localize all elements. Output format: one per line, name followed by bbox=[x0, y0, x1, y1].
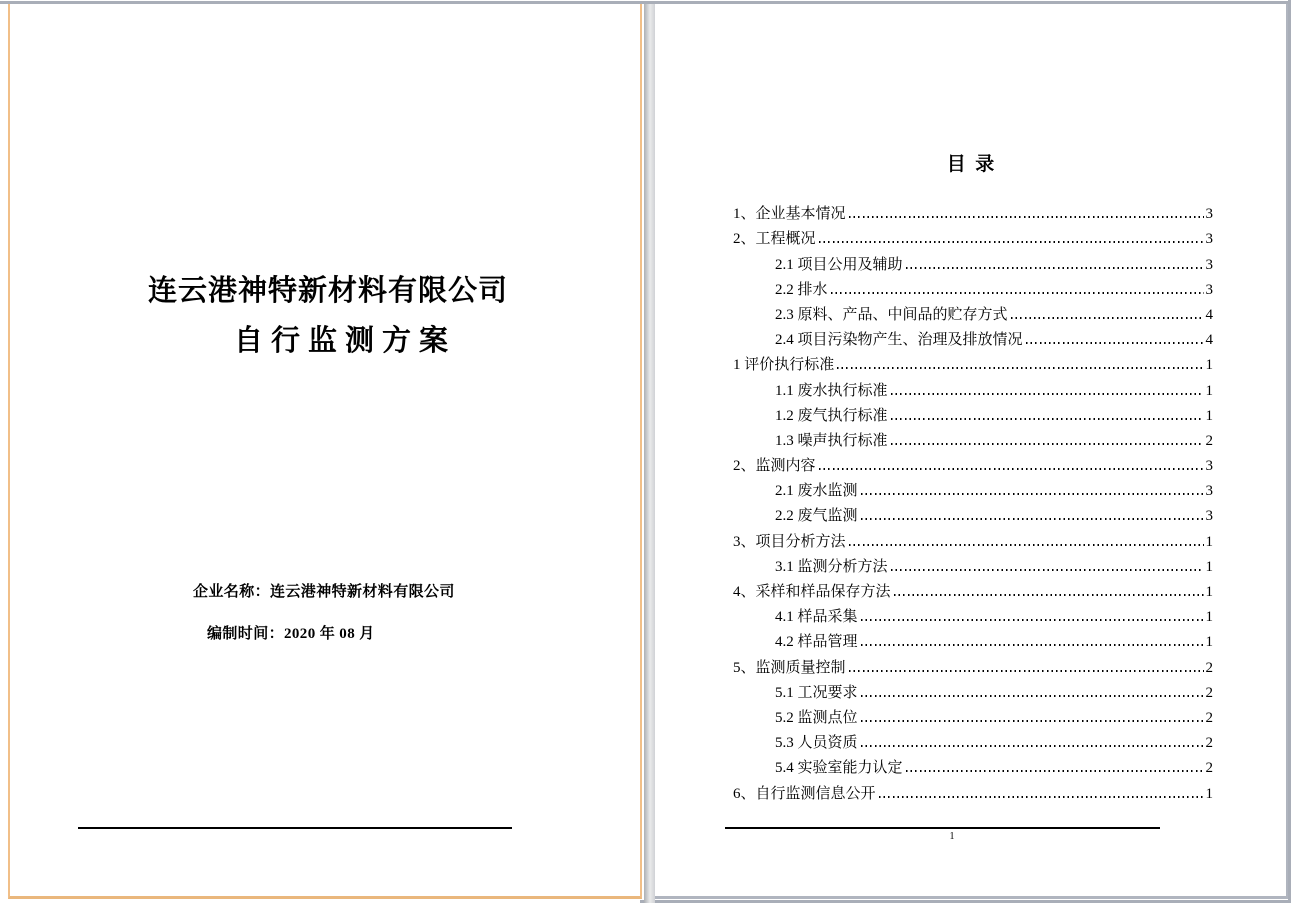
toc-entry-page-number: 1 bbox=[1205, 584, 1213, 600]
toc-entry-label: 2.3 原料、产品、中间品的贮存方式 bbox=[775, 306, 1008, 323]
toc-entry-page-number: 2 bbox=[1205, 432, 1213, 449]
toc-entry[interactable] bbox=[733, 302, 1213, 327]
toc-entry-label: 1、企业基本情况 bbox=[733, 206, 846, 223]
dot-leader bbox=[906, 267, 1204, 269]
dot-leader bbox=[849, 216, 1204, 218]
company-name-line: 企业名称：连云港神特新材料有限公司 bbox=[193, 584, 455, 600]
toc-entry-label: 2.2 排水 bbox=[775, 281, 828, 298]
toc-entry[interactable] bbox=[733, 705, 1213, 730]
footer-rule bbox=[725, 827, 1160, 829]
toc-entry[interactable] bbox=[733, 629, 1213, 654]
toc-entry[interactable] bbox=[733, 654, 1213, 679]
toc-entry-label: 5.2 监测点位 bbox=[775, 709, 858, 726]
toc-entry[interactable] bbox=[733, 226, 1213, 251]
dot-leader bbox=[891, 569, 1204, 571]
toc-entry-label: 5.3 人员资质 bbox=[775, 735, 858, 752]
toc-entry-page-number: 2 bbox=[1205, 760, 1213, 777]
page-gap bbox=[644, 4, 655, 903]
toc-entry-label: 6、自行监测信息公开 bbox=[733, 785, 876, 802]
toc-entry[interactable] bbox=[733, 277, 1213, 302]
dot-leader bbox=[1026, 342, 1204, 344]
dot-leader bbox=[861, 745, 1204, 747]
toc-entry[interactable] bbox=[733, 201, 1213, 226]
dot-leader bbox=[819, 468, 1204, 470]
toc-entry-page-number: 3 bbox=[1205, 206, 1213, 223]
toc-entry[interactable] bbox=[733, 528, 1213, 553]
dot-leader bbox=[879, 796, 1204, 798]
toc-list bbox=[733, 201, 1213, 806]
toc-entry-label: 2.2 废气监测 bbox=[775, 508, 858, 525]
toc-entry-page-number: 4 bbox=[1205, 306, 1213, 323]
toc-entry-page-number: 4 bbox=[1205, 332, 1213, 349]
toc-entry-label: 4.1 样品采集 bbox=[775, 609, 858, 626]
toc-entry-page-number: 3 bbox=[1205, 483, 1213, 500]
toc-heading: 目 录 bbox=[946, 154, 995, 175]
toc-page[interactable] bbox=[655, 4, 1288, 899]
toc-entry-page-number: 2 bbox=[1205, 684, 1213, 701]
toc-entry-label: 1.3 噪声执行标准 bbox=[775, 432, 888, 449]
toc-entry[interactable] bbox=[733, 730, 1213, 755]
cover-page[interactable] bbox=[8, 4, 642, 899]
toc-entry-page-number: 1 bbox=[1205, 407, 1213, 424]
toc-entry-page-number: 3 bbox=[1205, 231, 1213, 248]
toc-entry-page-number: 1 bbox=[1205, 533, 1213, 550]
toc-entry-label: 2.4 项目污染物产生、治理及排放情况 bbox=[775, 332, 1023, 349]
toc-entry[interactable] bbox=[733, 554, 1213, 579]
toc-entry-page-number: 1 bbox=[1205, 634, 1213, 651]
toc-entry[interactable] bbox=[733, 680, 1213, 705]
toc-entry[interactable] bbox=[733, 377, 1213, 402]
compile-date-line: 编制时间：2020 年 08 月 bbox=[207, 626, 375, 642]
toc-entry-label: 2.1 废水监测 bbox=[775, 483, 858, 500]
toc-entry-page-number: 3 bbox=[1205, 508, 1213, 525]
toc-entry-label: 1 评价执行标准 bbox=[733, 357, 835, 374]
footer-rule bbox=[78, 827, 512, 829]
toc-entry[interactable] bbox=[733, 579, 1213, 604]
toc-entry-page-number: 3 bbox=[1205, 256, 1213, 273]
dot-leader bbox=[849, 670, 1204, 672]
toc-entry[interactable] bbox=[733, 327, 1213, 352]
toc-entry-page-number: 1 bbox=[1205, 357, 1213, 374]
toc-entry-label: 3、项目分析方法 bbox=[733, 533, 846, 550]
toc-entry-label: 5.4 实验室能力认定 bbox=[775, 760, 903, 777]
dot-leader bbox=[861, 720, 1204, 722]
toc-entry[interactable] bbox=[733, 403, 1213, 428]
cover-title-line2: 自行监测方案 bbox=[234, 325, 457, 357]
toc-entry-label: 2、工程概况 bbox=[733, 231, 816, 248]
toc-entry-page-number: 2 bbox=[1205, 735, 1213, 752]
toc-entry-label: 4.2 样品管理 bbox=[775, 634, 858, 651]
toc-entry[interactable] bbox=[733, 478, 1213, 503]
toc-entry-label: 4、采样和样品保存方法 bbox=[733, 584, 891, 600]
dot-leader bbox=[891, 418, 1204, 420]
dot-leader bbox=[861, 644, 1204, 646]
dot-leader bbox=[849, 544, 1204, 546]
toc-entry-label: 2.1 项目公用及辅助 bbox=[775, 256, 903, 273]
toc-entry-page-number: 1 bbox=[1205, 785, 1213, 802]
toc-entry-page-number: 2 bbox=[1205, 659, 1213, 676]
toc-entry[interactable] bbox=[733, 453, 1213, 478]
dot-leader bbox=[861, 619, 1204, 621]
toc-entry[interactable] bbox=[733, 251, 1213, 276]
toc-entry-page-number: 1 bbox=[1205, 382, 1213, 399]
dot-leader bbox=[894, 594, 1204, 596]
toc-entry[interactable] bbox=[733, 755, 1213, 780]
toc-entry[interactable] bbox=[733, 604, 1213, 629]
toc-entry[interactable] bbox=[733, 780, 1213, 805]
dot-leader bbox=[837, 367, 1203, 369]
toc-entry-label: 5、监测质量控制 bbox=[733, 659, 846, 676]
toc-entry-page-number: 1 bbox=[1205, 609, 1213, 626]
toc-entry-label: 5.1 工况要求 bbox=[775, 684, 858, 701]
toc-entry-page-number: 1 bbox=[1205, 558, 1213, 575]
toc-entry-label: 1.2 废气执行标准 bbox=[775, 407, 888, 424]
dot-leader bbox=[861, 695, 1204, 697]
cover-title-line1: 连云港神特新材料有限公司 bbox=[148, 275, 509, 307]
dot-leader bbox=[906, 770, 1204, 772]
dot-leader bbox=[1011, 317, 1204, 319]
page-number: 1 bbox=[949, 831, 955, 842]
dot-leader bbox=[891, 443, 1204, 445]
toc-entry-page-number: 3 bbox=[1205, 281, 1213, 298]
dot-leader bbox=[891, 393, 1204, 395]
toc-entry[interactable] bbox=[733, 428, 1213, 453]
dot-leader bbox=[819, 241, 1204, 243]
dot-leader bbox=[831, 292, 1204, 294]
dot-leader bbox=[861, 493, 1204, 495]
toc-entry-page-number: 3 bbox=[1205, 458, 1213, 475]
toc-entry[interactable] bbox=[733, 503, 1213, 528]
toc-entry-label: 1.1 废水执行标准 bbox=[775, 382, 888, 399]
toc-entry-label: 3.1 监测分析方法 bbox=[775, 558, 888, 575]
dot-leader bbox=[861, 518, 1204, 520]
toc-entry-page-number: 2 bbox=[1205, 709, 1213, 726]
toc-entry-label: 2、监测内容 bbox=[733, 458, 816, 475]
toc-entry[interactable] bbox=[733, 352, 1213, 377]
